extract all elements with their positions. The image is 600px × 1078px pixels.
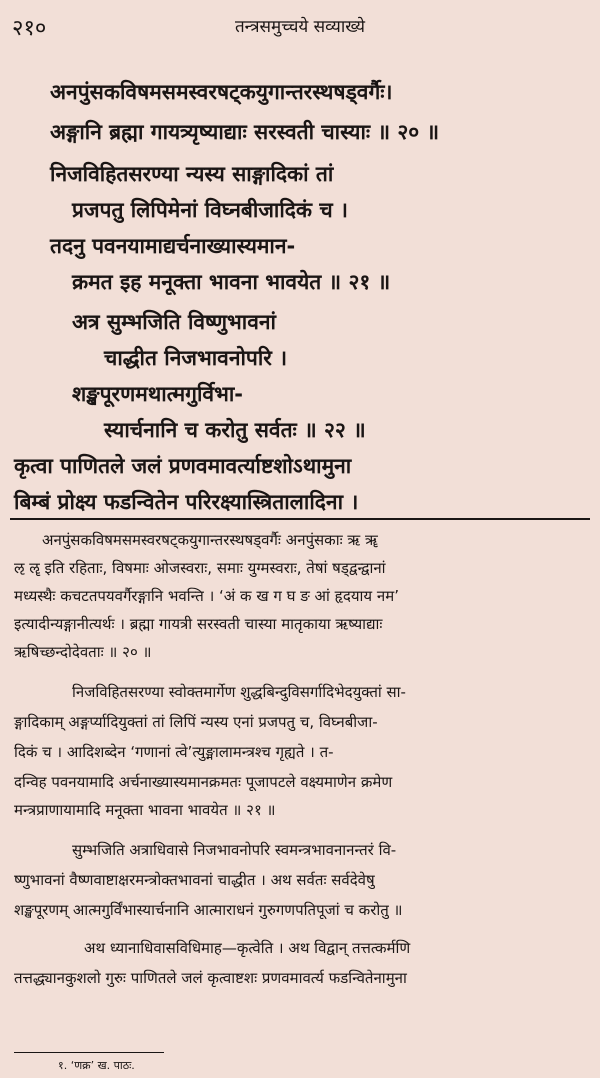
verse-line: अङ्गानि ब्रह्मा गायत्र्यृष्याद्याः सरस्वती चास्याः ॥ २० ॥ <box>50 120 440 144</box>
page-header <box>10 6 590 46</box>
commentary-line: शङ्खपूरणम् आत्मगुर्विंभास्यार्चनानि आत्माराधनं गुरुगणपतिपूजां च करोतु ॥ <box>14 901 403 919</box>
commentary-line: ऋषिच्छन्दोदेवताः ॥ २० ॥ <box>14 643 152 661</box>
commentary-line: ऌ ॡ इति रहिताः, विषमाः ओजस्वराः, समाः युग्मस्वराः, तेषां षड्द्वन्द्वानां <box>14 559 386 577</box>
verse-line: निजविहितसरण्या न्यस्य साङ्गादिकां तां <box>50 162 334 186</box>
commentary-line: अनपुंसकविषमसमस्वरषट्कयुगान्तरस्थषड्वर्गैः अनपुंसकाः ऋ ॠ <box>42 531 378 549</box>
verse-line: तदनु पवनयामाद्यर्चनाख्यास्यमान- <box>50 234 296 258</box>
verse-line: शङ्खपूरणमथात्मगुर्विभा- <box>72 382 244 406</box>
commentary-line: दिकं च । आदिशब्देन ‘गणानां त्वे’त्युङ्मालामन्त्रश्च गृह्यते । त- <box>14 743 334 761</box>
page-number: २१० <box>12 16 47 41</box>
commentary-line: तत्तद्ध्यानकुशलो गुरुः पाणितले जलं कृत्वाष्टशः प्रणवमावर्त्य फडन्वितेनामुना <box>14 969 407 987</box>
commentary-line: मध्यस्थैः कचटतपयवर्गैरङ्गानि भवन्ति । ‘अं क ख ग घ ङ आं हृदयाय नम’ <box>14 587 399 605</box>
commentary-line: ङ्गादिकाम् अङ्गर्प्यादियुक्तां तां लिपिं न्यस्य एनां प्रजपतु च, विघ्नबीजा- <box>14 713 378 731</box>
verse-line: चाद्धीत निजभावनोपरि । <box>104 346 288 370</box>
section-divider <box>10 518 590 520</box>
verse-line: अनपुंसकविषमसमस्वरषट्कयुगान्तरस्थषड्वर्गैः। <box>50 80 393 104</box>
commentary-line: सुम्भजिति अत्राधिवासे निजभावनोपरि स्वमन्त्रभावनानन्तरं वि- <box>72 841 397 859</box>
footnote: १. ‘णक्र’ ख. पाठः. <box>58 1059 135 1072</box>
verse-line: प्रजपतु लिपिमेनां विघ्नबीजादिकं च । <box>72 198 348 222</box>
commentary-line: इत्यादीन्यङ्गानीत्यर्थः । ब्रह्मा गायत्री सरस्वती चास्या मातृकाया ऋष्याद्याः <box>14 615 383 633</box>
verse-line: क्रमत इह मनूक्ता भावना भावयेत ॥ २१ ॥ <box>72 270 391 294</box>
commentary-line: अथ ध्यानाधिवासविधिमाह—कृत्वेति । अथ विद्वान् तत्तत्कर्मणि <box>84 939 411 957</box>
verse-line: अत्र सुम्भजिति विष्णुभावनां <box>72 310 276 334</box>
verse-line: स्यार्चनानि च करोतु सर्वतः ॥ २२ ॥ <box>104 418 366 442</box>
verse-line: बिम्बं प्रोक्ष्य फडन्वितेन परिरक्ष्यास्त्रितालादिना । <box>14 490 359 514</box>
running-title: तन्त्रसमुच्चये सव्याख्ये <box>234 17 366 37</box>
verse-line: कृत्वा पाणितले जलं प्रणवमावर्त्याष्टशोऽथामुना <box>14 454 352 478</box>
footnote-rule <box>14 1052 164 1053</box>
commentary-line: दन्विह पवनयामादि अर्चनाख्यास्यमानक्रमतः पूजापटले वक्ष्यमाणेन क्रमेण <box>14 773 393 791</box>
commentary-line: निजविहितसरण्या स्वोक्तमार्गेण शुद्धबिन्दुविसर्गादिभेदयुक्तां सा- <box>72 683 406 701</box>
commentary-line: ष्णुभावनां वैष्णवाष्टाक्षरमन्त्रोक्तभावनां चाद्धीत । अथ सर्वतः सर्वदेवेषु <box>14 871 375 889</box>
commentary-line: मन्त्रप्राणायामादि मनूक्ता भावना भावयेत ॥ २१ ॥ <box>14 801 276 819</box>
